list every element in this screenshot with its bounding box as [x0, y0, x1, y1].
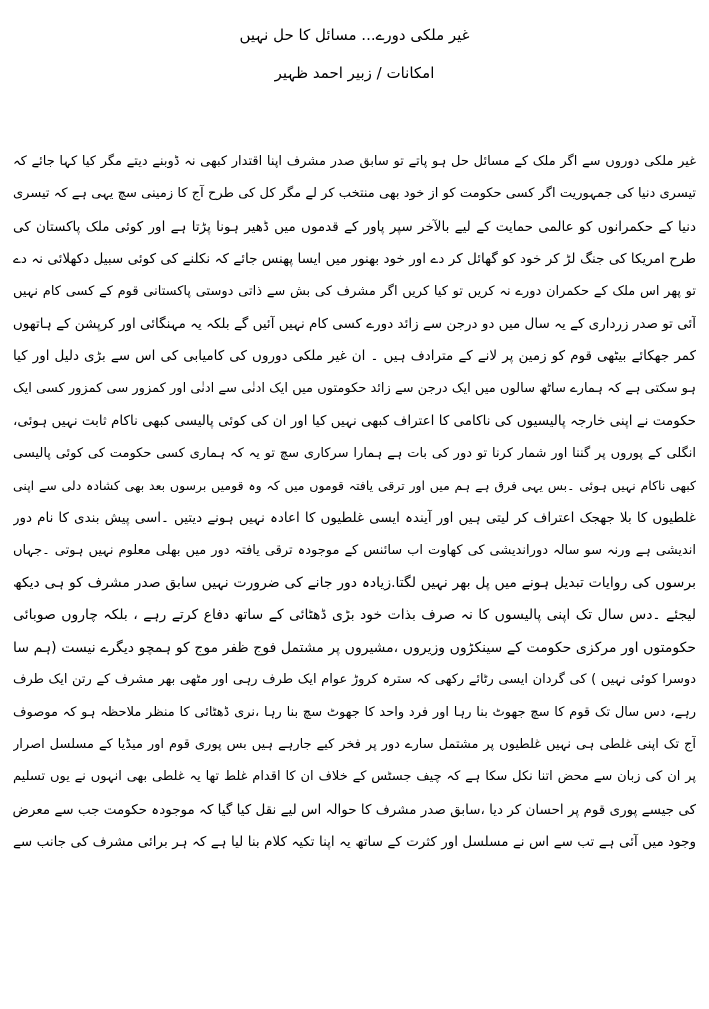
body-line: دوسرا کوئی نہیں ) کی گردان ایسی رٹائے رکھی کہ سترہ کروڑ عوام ایک طرف رہی اور مٹھی بھر مشرف کے رتن ایک طرف: [13, 672, 696, 688]
body-line: غلطیوں کا بلا جھجک اعتراف کر لیتی ہیں اور آیندہ ایسی غلطیوں کا اعادہ نہیں ہونے دیتیں ۔اسی پیش بندی کا نام دور: [13, 510, 696, 527]
body-line: پر ان کی زبان سے محض اتنا نکل سکا ہے کہ چیف جسٹس کے خلاف ان کا اقدام غلط تھا یہ غلطی بھی انہوں نے یوں تسلیم: [13, 769, 696, 785]
body-line: کبھی ناکام نہیں ہوئی ۔بس یہی فرق ہے ہم میں اور ترقی یافتہ قوموں میں کہ وہ قومیں برسوں بعد بھی کشادہ دلی سے اپنی: [13, 477, 696, 493]
body-line: اندیشی ہے ورنہ سو سالہ دوراندیشی کی کھاوت اب سائنس کے موجودہ ترقی یافتہ دور میں بھلی معلوم نہیں ہوتی ۔جہاں: [13, 542, 696, 558]
body-line: وجود میں آئی ہے تب سے اس نے مسلسل اور کثرت کے ساتھ یہ اپنا تکیہ کلام بنا لیا ہے کہ ہر برائی مشرف کی جانب سے: [13, 834, 696, 851]
body-line: آج تک اپنی غلطی ہی نہیں غلطیوں پر مشتمل سارے دور پر فخر کیے جارہے ہیں بس پوری قوم اور میڈیا کے مسلسل اصرار: [13, 737, 696, 753]
body-line: برسوں کی روایات تبدیل ہونے میں پل بھر نہیں لگتا.زیادہ دور جانے کی ضرورت نہیں سابق صدر مشرف کو ہی دیکھ: [13, 575, 696, 592]
article-body: [13, 150, 696, 863]
body-line: کمر جھکائے بیٹھی قوم کو زمین پر لانے کے مترادف ہیں ۔ ان غیر ملکی دوروں کی کامیابی کی اس سے بڑی دلیل اور کیا: [13, 348, 696, 365]
body-line: ہو سکتی ہے کہ ہمارے ساٹھ سالوں میں ایک درجن سے زائد حکومتوں میں ایک ادنٰی سے ادنٰی اور کمزور سی کمزور کسی ایک: [13, 380, 696, 396]
body-line: طرح امریکا کی جنگ لڑ کر خود کو گھائل کر دے اور خود بھنور میں ایسا پھنس جائے کہ نکلنے کی کوئی سبیل دکھلائی نہ دے: [13, 251, 696, 268]
body-line: تو پھر اس ملک کے حکمران دورے نہ کریں تو کیا کریں اگر مشرف کی بش سے ذاتی دوستی پاکستانی قوم کے کسی کام نہیں: [13, 283, 696, 299]
body-line: حکومت نے اپنی خارجہ پالیسیوں کی ناکامی کا اعتراف کبھی نہیں کیا اور ان کی کوئی پالیسی کبھی ناکام ثابت نہیں ہوئی،: [13, 413, 696, 430]
body-line: رہے، دس سال تک قوم کا سچ جھوٹ بنا رہا اور فرد واحد کا جھوٹ سچ بنا رہا ،نری ڈھٹائی کا منظر ملاحظہ ہو کہ موصوف: [13, 704, 696, 720]
body-line: تیسری دنیا کی جمہوریت اگر کسی حکومت کو از خود بھی منتخب کر لے مگر کل کی طرح آج کا زمینی سچ یہی ہے کہ تیسری: [13, 186, 696, 202]
body-line: کی جیسے پوری قوم پر احسان کر دیا ،سابق صدر مشرف کا حوالہ اس لیے نقل کیا گیا کہ موجودہ حکومت جب سے معرض: [13, 801, 696, 818]
body-line: حکومتوں اور مرکزی حکومت کے سینکڑوں وزیروں ،مشیروں پر مشتمل فوج ظفر موج کو ہمچو دیگرے نیست (ہم سا: [13, 639, 696, 656]
article-title: غیر ملکی دورے... مسائل کا حل نہیں: [239, 26, 470, 44]
body-line: انگلی کے پوروں پر گننا اور شمار کرنا تو دور کی بات ہے ہمارا سرکاری سچ تو یہ کہ ہماری کسی حکومت کی کوئی پالیسی: [13, 445, 696, 461]
body-line: دنیا کے حکمرانوں کو عالمی حمایت کے لیے بالآخر سپر پاور کے قدموں میں ڈھیر ہونا پڑتا ہے اور کوئی ملک پاکستان کی: [13, 218, 696, 235]
body-line: غیر ملکی دوروں سے اگر ملک کے مسائل حل ہو پاتے تو سابق صدر مشرف اپنا اقتدار کبھی نہ ڈوبنے دیتے مگر کیا کہا جائے کہ: [13, 154, 696, 169]
body-line: لیجئے ۔دس سال تک اپنی پالیسوں کا نہ صرف بذات خود بڑی ڈھٹائی کے ساتھ دفاع کرتے رہے ، بلکہ چاروں صوبائی: [13, 607, 696, 624]
article-byline: امکانات / زبیر احمد ظہیر: [274, 64, 435, 82]
body-line: آئی تو صدر زرداری کے یہ سال میں دو درجن سے زائد دورے کسی کام نہیں آئیں گے بلکہ یہ مہنگائی اور کرپشن کے ہاتھوں: [13, 315, 696, 332]
